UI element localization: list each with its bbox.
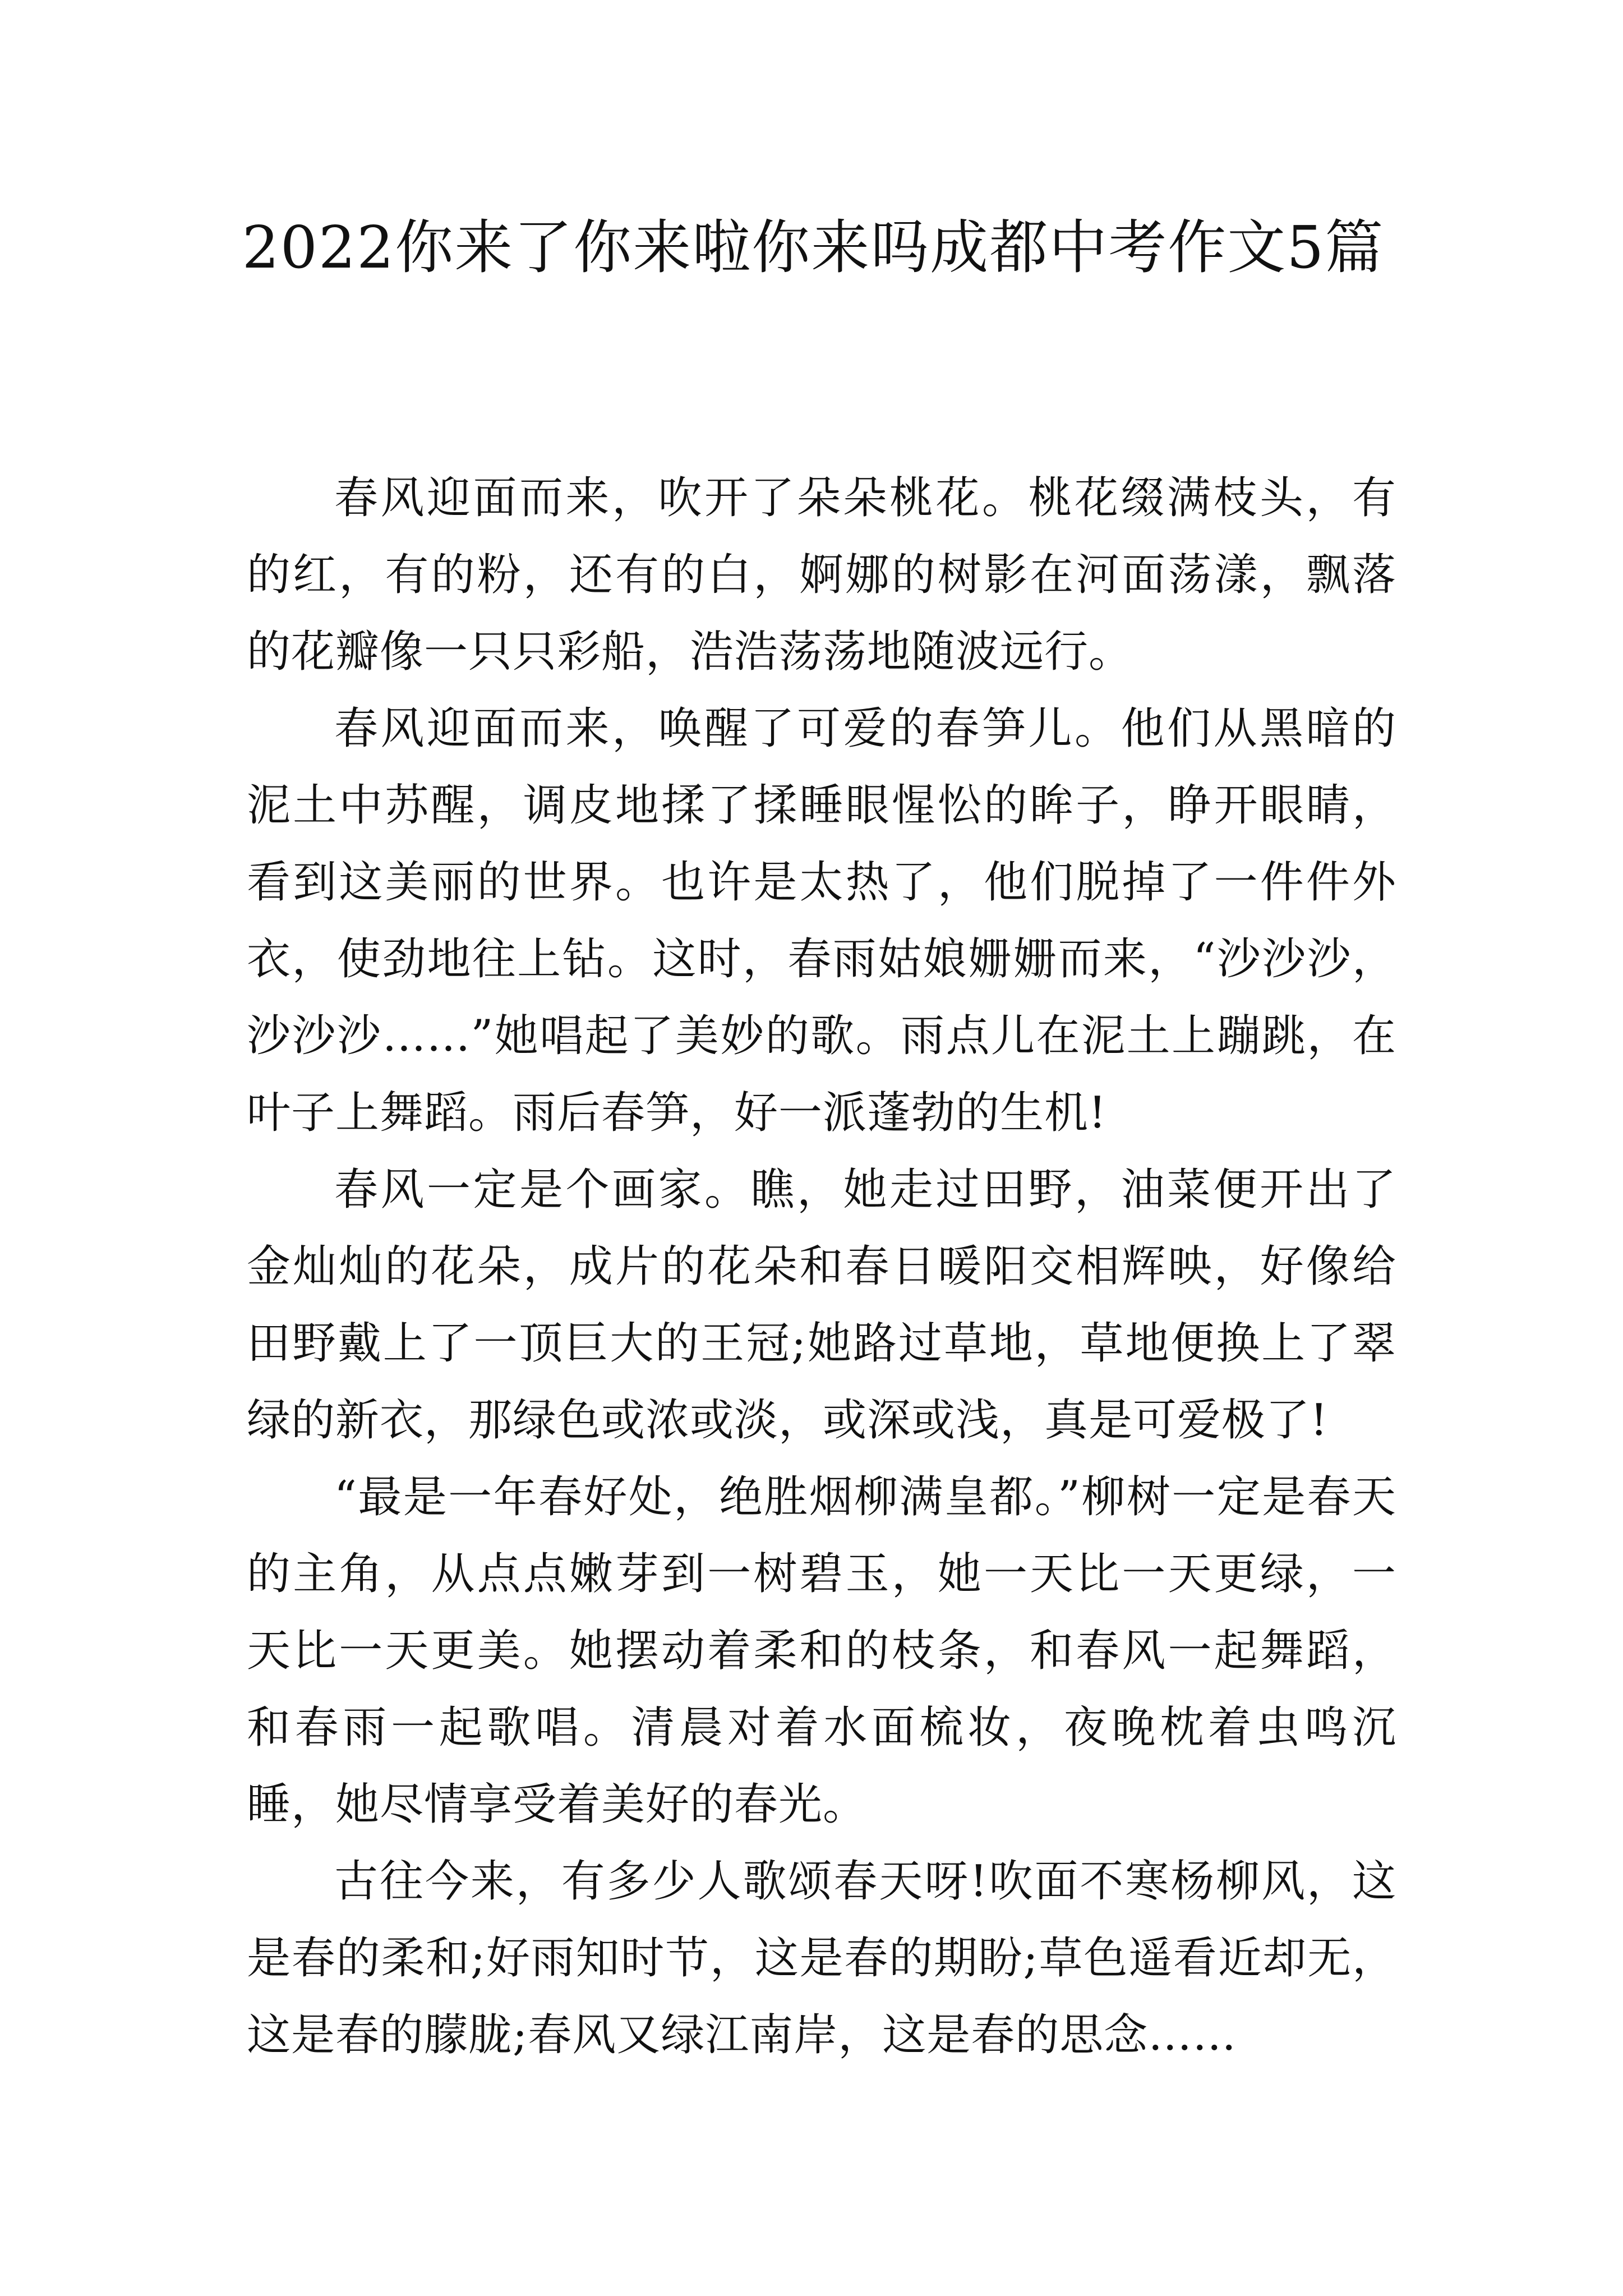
- paragraph-5: 古往今来，有多少人歌颂春天呀!吹面不寒杨柳风，这是春的柔和;好雨知时节，这是春的期盼;草色遥看近却无，这是春的朦胧;春风又绿江南岸，这是春的思念……: [247, 1856, 1396, 2060]
- paragraph-4: “最是一年春好处，绝胜烟柳满皇都。”柳树一定是春天的主角，从点点嫩芽到一树碧玉，她一天比一天更绿，一天比一天更美。她摆动着柔和的枝条，和春风一起舞蹈，和春雨一起歌唱。清晨对着水面梳妆，夜晚枕着虫鸣沉睡，她尽情享受着美好的春光。: [247, 1472, 1396, 1830]
- document-body: [247, 460, 1396, 2074]
- document-title: 2022你来了你来啦你来吗成都中考作文5篇: [242, 213, 1385, 282]
- paragraph-1: 春风迎面而来，吹开了朵朵桃花。桃花缀满枝头，有的红，有的粉，还有的白，婀娜的树影在河面荡漾，飘落的花瓣像一只只彩船，浩浩荡荡地随波远行。: [247, 473, 1396, 677]
- paragraph-3: 春风一定是个画家。瞧，她走过田野，油菜便开出了金灿灿的花朵，成片的花朵和春日暖阳交相辉映，好像给田野戴上了一顶巨大的王冠;她路过草地，草地便换上了翠绿的新衣，那绿色或浓或淡，或深或浅，真是可爱极了!: [247, 1165, 1396, 1446]
- paragraph-2: 春风迎面而来，唤醒了可爱的春笋儿。他们从黑暗的泥土中苏醒，调皮地揉了揉睡眼惺忪的眸子，睁开眼睛，看到这美丽的世界。也许是太热了，他们脱掉了一件件外衣，使劲地往上钻。这时，春雨姑娘姗姗而来，“沙沙沙，沙沙沙……”她唱起了美妙的歌。雨点儿在泥土上蹦跳，在叶子上舞蹈。雨后春笋，好一派蓬勃的生机!: [247, 703, 1396, 1138]
